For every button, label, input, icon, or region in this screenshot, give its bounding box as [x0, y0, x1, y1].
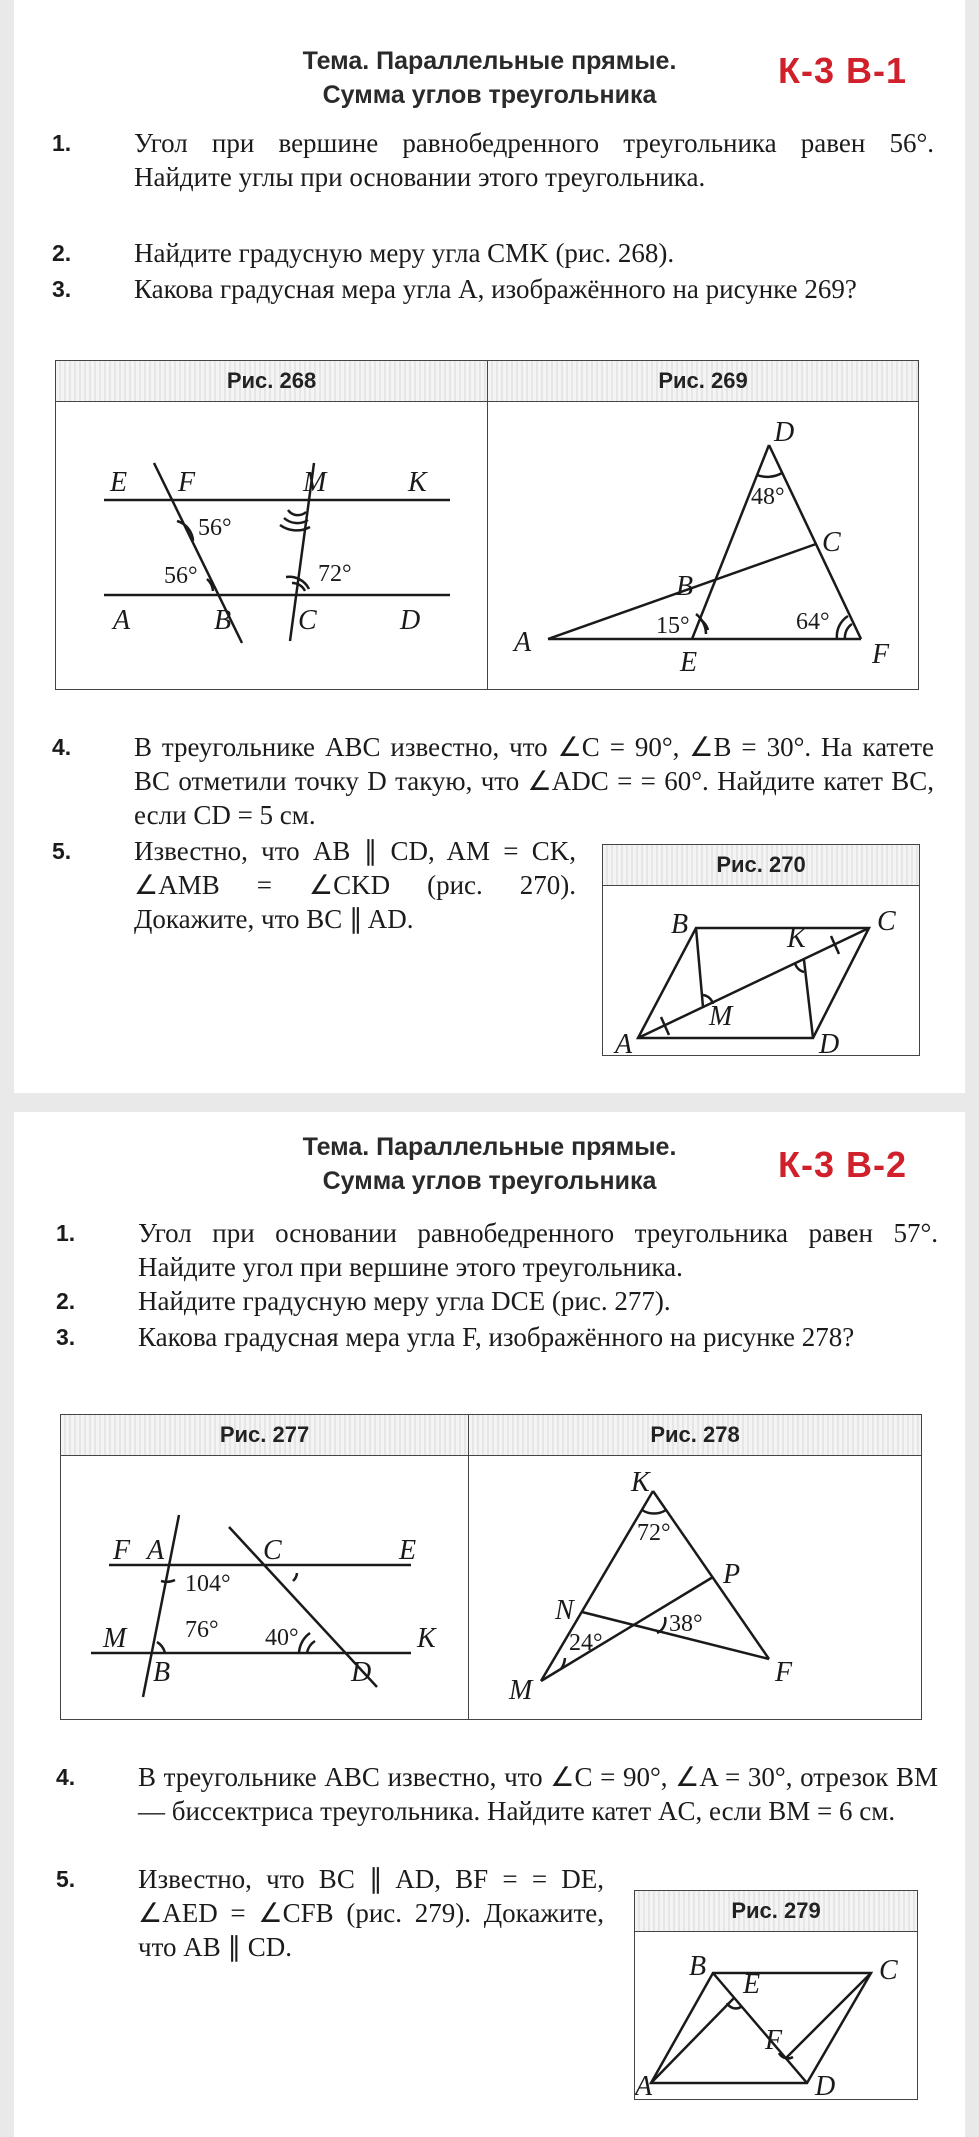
problem-4 — [56, 1760, 938, 1828]
label-F: F — [765, 2025, 783, 2056]
label-P: P — [723, 1559, 741, 1590]
figure-278 — [469, 1415, 921, 1719]
label-E: E — [399, 1535, 417, 1566]
label-A: A — [113, 605, 131, 636]
figure-277 — [61, 1415, 469, 1719]
figure-caption: Рис. 270 — [603, 845, 919, 886]
problem-number: 2. — [56, 1288, 76, 1314]
angle-64: 64° — [796, 609, 830, 635]
topic-line-2: Сумма углов треугольника — [322, 81, 657, 109]
problem-text: В треугольнике ABC известно, что ∠C = 90°, ∠A = 30°, отрезок BM — биссектриса треугольника. Найдите катет AC, если BM = 6 см. — [138, 1762, 938, 1826]
angle-76: 76° — [185, 1617, 219, 1643]
problem-text: В треугольнике ABC известно, что ∠C = 90°, ∠B = 30°. На катете BC отметили точку D такую, что ∠ADC = = 60°. Найдите катет BC, если CD = 5 см. — [134, 732, 934, 830]
variant-2-sheet — [14, 1112, 965, 2137]
figure-270-drawing — [603, 885, 919, 1055]
label-F: F — [178, 467, 196, 498]
label-A: A — [615, 1029, 633, 1055]
problem-3 — [52, 272, 934, 306]
figures-268-269 — [55, 360, 919, 690]
angle-56-bottom: 56° — [164, 563, 198, 589]
label-C: C — [263, 1535, 282, 1566]
label-F: F — [775, 1657, 793, 1688]
problem-3 — [56, 1320, 938, 1354]
figure-270 — [602, 844, 920, 1056]
label-A: A — [147, 1535, 165, 1566]
figure-269 — [488, 361, 918, 689]
problem-number: 5. — [56, 1866, 76, 1892]
label-B: B — [671, 909, 689, 940]
problem-1 — [56, 1216, 938, 1284]
segment-BM — [696, 928, 703, 1007]
problem-number: 2. — [52, 240, 72, 266]
label-D: D — [815, 2071, 836, 2099]
figure-caption: Рис. 279 — [635, 1891, 917, 1932]
problem-number: 1. — [52, 130, 72, 156]
topic-line-2: Сумма углов треугольника — [322, 1167, 657, 1195]
arc-angle-40 — [307, 1641, 315, 1653]
label-M: M — [303, 467, 327, 498]
label-D: D — [400, 605, 421, 636]
angle-24: 24° — [569, 1630, 603, 1656]
figure-277-drawing — [61, 1455, 469, 1719]
problem-2 — [52, 236, 934, 270]
variant-code: К-3 В-2 — [778, 1144, 907, 1185]
label-C: C — [822, 527, 841, 558]
angle-104: 104° — [185, 1571, 231, 1597]
figure-278-drawing — [469, 1455, 921, 1719]
problem-text: Угол при основании равнобедренного треугольника равен 57°. Найдите угол при вершине этого треугольника. — [138, 1218, 938, 1282]
arc-angle-76 — [157, 1642, 165, 1653]
label-K: K — [408, 467, 427, 498]
problem-1 — [52, 126, 934, 194]
angle-72: 72° — [318, 561, 352, 587]
angle-15: 15° — [656, 613, 690, 639]
problem-text: Известно, что BC ∥ AD, BF = = DE, ∠AED = ∠CFB (рис. 279). Докажите, что AB ∥ CD. — [138, 1864, 604, 1962]
figure-279 — [634, 1890, 918, 2100]
figure-caption: Рис. 277 — [61, 1415, 468, 1456]
problem-4 — [52, 730, 934, 832]
figure-268-drawing — [56, 401, 488, 689]
label-B: B — [689, 1951, 707, 1982]
label-A: A — [514, 627, 532, 658]
problem-number: 3. — [52, 276, 72, 302]
label-E: E — [680, 647, 698, 678]
figure-269-drawing — [488, 401, 918, 689]
label-F: F — [113, 1535, 131, 1566]
segment-DK — [804, 960, 813, 1038]
label-E: E — [110, 467, 128, 498]
problem-5 — [52, 834, 576, 936]
problem-number: 3. — [56, 1324, 76, 1350]
figure-caption: Рис. 268 — [56, 361, 487, 402]
problem-5 — [56, 1862, 604, 1964]
label-C: C — [298, 605, 317, 636]
figure-caption: Рис. 269 — [488, 361, 918, 402]
label-C: C — [877, 906, 896, 937]
label-B: B — [214, 605, 232, 636]
figure-268 — [56, 361, 488, 689]
label-M: M — [509, 1675, 533, 1706]
label-K: K — [787, 923, 806, 954]
label-E: E — [743, 1969, 761, 2000]
label-C: C — [879, 1955, 898, 1986]
label-D: D — [819, 1029, 840, 1055]
problem-text: Какова градусная мера угла A, изображённого на рисунке 269? — [134, 274, 857, 304]
angle-38: 38° — [669, 1611, 703, 1637]
variant-1-sheet — [14, 0, 965, 1093]
label-D: D — [351, 1657, 372, 1688]
arc-angle-104 — [161, 1580, 175, 1582]
angle-56-top: 56° — [198, 515, 232, 541]
angle-40: 40° — [265, 1625, 299, 1651]
topic-line-1: Тема. Параллельные прямые. — [302, 1133, 677, 1161]
problem-number: 4. — [52, 734, 72, 760]
problem-number: 5. — [52, 838, 72, 864]
label-M: M — [709, 1001, 733, 1032]
label-B: B — [153, 1657, 171, 1688]
arc-angle-K — [642, 1510, 666, 1514]
label-D: D — [774, 417, 795, 448]
arc-angle-D — [757, 473, 782, 477]
arc-angle-F — [845, 624, 852, 639]
problem-text: Угол при вершине равнобедренного треугольника равен 56°. Найдите углы при основании этого треугольника. — [134, 128, 934, 192]
figure-caption: Рис. 278 — [469, 1415, 921, 1456]
label-B: B — [676, 571, 694, 602]
figures-277-278 — [60, 1414, 922, 1720]
problem-text: Какова градусная мера угла F, изображённого на рисунке 278? — [138, 1322, 855, 1352]
problem-text: Найдите градусную меру угла CMK (рис. 268). — [134, 238, 675, 268]
problem-2 — [56, 1284, 938, 1318]
problem-text: Известно, что AB ∥ CD, AM = CK, ∠AMB = ∠CKD (рис. 270). Докажите, что BC ∥ AD. — [134, 836, 576, 934]
angle-72: 72° — [637, 1520, 671, 1546]
topic-line-1: Тема. Параллельные прямые. — [302, 47, 677, 75]
label-K: K — [631, 1467, 650, 1498]
label-K: K — [417, 1623, 436, 1654]
figure-279-drawing — [635, 1931, 917, 2099]
problem-number: 1. — [56, 1220, 76, 1246]
label-N: N — [555, 1595, 574, 1626]
label-M: M — [103, 1623, 127, 1654]
label-F: F — [872, 639, 890, 670]
problem-number: 4. — [56, 1764, 76, 1790]
label-A: A — [635, 2071, 653, 2099]
problem-text: Найдите градусную меру угла DCE (рис. 277). — [138, 1286, 671, 1316]
variant-code: К-3 В-1 — [778, 50, 907, 91]
angle-48: 48° — [751, 484, 785, 510]
